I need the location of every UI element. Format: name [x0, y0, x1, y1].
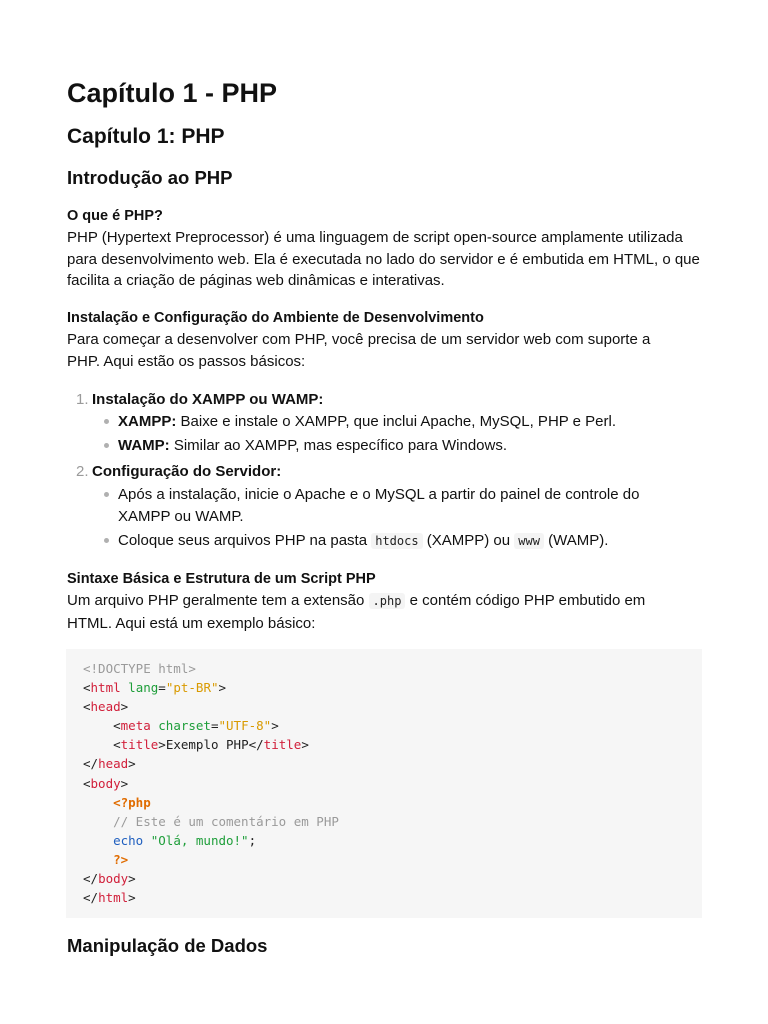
- list-item-label: WAMP:: [118, 437, 170, 454]
- list-item-text: Similar ao XAMPP, mas específico para Windows.: [169, 437, 508, 454]
- syntax-heading: Sintaxe Básica e Estrutura de um Script PHP: [67, 571, 376, 587]
- chapter-heading: Capítulo 1: PHP: [67, 125, 225, 148]
- list-item-text: Baixe e instale o XAMPP, que inclui Apache, MySQL, PHP e Perl.: [176, 413, 617, 430]
- list-item-text: (XAMPP) ou: [422, 532, 515, 549]
- list-item: [118, 530, 608, 553]
- code-punct: ;: [248, 832, 257, 848]
- code-value: "UTF-8": [218, 718, 272, 734]
- code-value: "pt-BR": [165, 680, 219, 696]
- code-tag: head: [90, 699, 121, 715]
- document-title: Capítulo 1 - PHP: [67, 78, 278, 108]
- code-comment: // Este é um comentário em PHP: [113, 813, 339, 829]
- list-item-text: (WAMP).: [543, 532, 609, 549]
- paragraph-text: e contém código PHP embutido em HTML. Aqui está um exemplo básico:: [67, 592, 646, 632]
- bullet-icon: [104, 443, 109, 448]
- code-tag: html: [98, 890, 129, 906]
- step-number: 1.: [76, 391, 89, 408]
- step-title: Configuração do Servidor:: [92, 463, 282, 480]
- code-tag: title: [120, 737, 159, 753]
- code-tag: body: [98, 871, 129, 887]
- code-tag: body: [90, 775, 121, 791]
- installation-heading: Instalação e Configuração do Ambiente de Desenvolvimento: [67, 310, 484, 326]
- installation-paragraph: Para começar a desenvolver com PHP, você precisa de um servidor web com suporte a PHP. Aqui estão os passos básicos:: [67, 331, 651, 370]
- step-number: 2.: [76, 463, 89, 480]
- code-tag: head: [98, 756, 129, 772]
- code-tag: html: [90, 680, 121, 696]
- section-heading: Introdução ao PHP: [67, 167, 233, 188]
- code-attr: lang: [128, 680, 159, 696]
- code-listing: <!DOCTYPE html> <html lang="pt-BR"> <head> <meta charset="UTF-8"> <title>Exemplo PHP</title> </head> <body> <?php // Este é um comentário em PHP echo "Olá, mundo!"; ?> </body> </html>: [83, 661, 339, 906]
- code-doctype: <!DOCTYPE html>: [83, 661, 196, 676]
- what-is-php-heading: O que é PHP?: [67, 208, 163, 224]
- paragraph-text: Um arquivo PHP geralmente tem a extensão: [67, 592, 369, 609]
- code-tag: title: [263, 737, 302, 753]
- inline-code: .php: [369, 593, 406, 609]
- list-item: [118, 435, 507, 457]
- syntax-paragraph: [67, 590, 687, 634]
- list-item-text: Coloque seus arquivos PHP na pasta: [118, 532, 372, 549]
- bullet-icon: [104, 419, 109, 424]
- code-attr: charset: [158, 718, 211, 734]
- code-string: "Olá, mundo!": [150, 832, 249, 848]
- code-text: Exemplo PHP: [165, 737, 249, 753]
- list-item-label: XAMPP:: [118, 413, 177, 430]
- what-is-php-paragraph: PHP (Hypertext Preprocessor) é uma linguagem de script open-source amplamente utilizada para desenvolvimento web. Ela é executada no lado do servidor e é embutida em HTML, o que facilita a criação de páginas web dinâmicas e interativas.: [67, 229, 700, 289]
- data-manipulation-heading: Manipulação de Dados: [67, 935, 268, 956]
- inline-code: www: [514, 533, 544, 549]
- code-php-open: <?php: [113, 794, 151, 810]
- code-tag: meta: [120, 718, 151, 734]
- bullet-icon: [104, 492, 109, 497]
- code-keyword: echo: [113, 832, 144, 848]
- list-item: Após a instalação, inicie o Apache e o MySQL a partir do painel de controle do XAMPP ou WAMP.: [118, 486, 640, 525]
- list-item: [118, 411, 616, 433]
- bullet-icon: [104, 538, 109, 543]
- code-php-close: ?>: [113, 851, 129, 867]
- inline-code: htdocs: [371, 533, 422, 549]
- step-title: Instalação do XAMPP ou WAMP:: [92, 391, 324, 408]
